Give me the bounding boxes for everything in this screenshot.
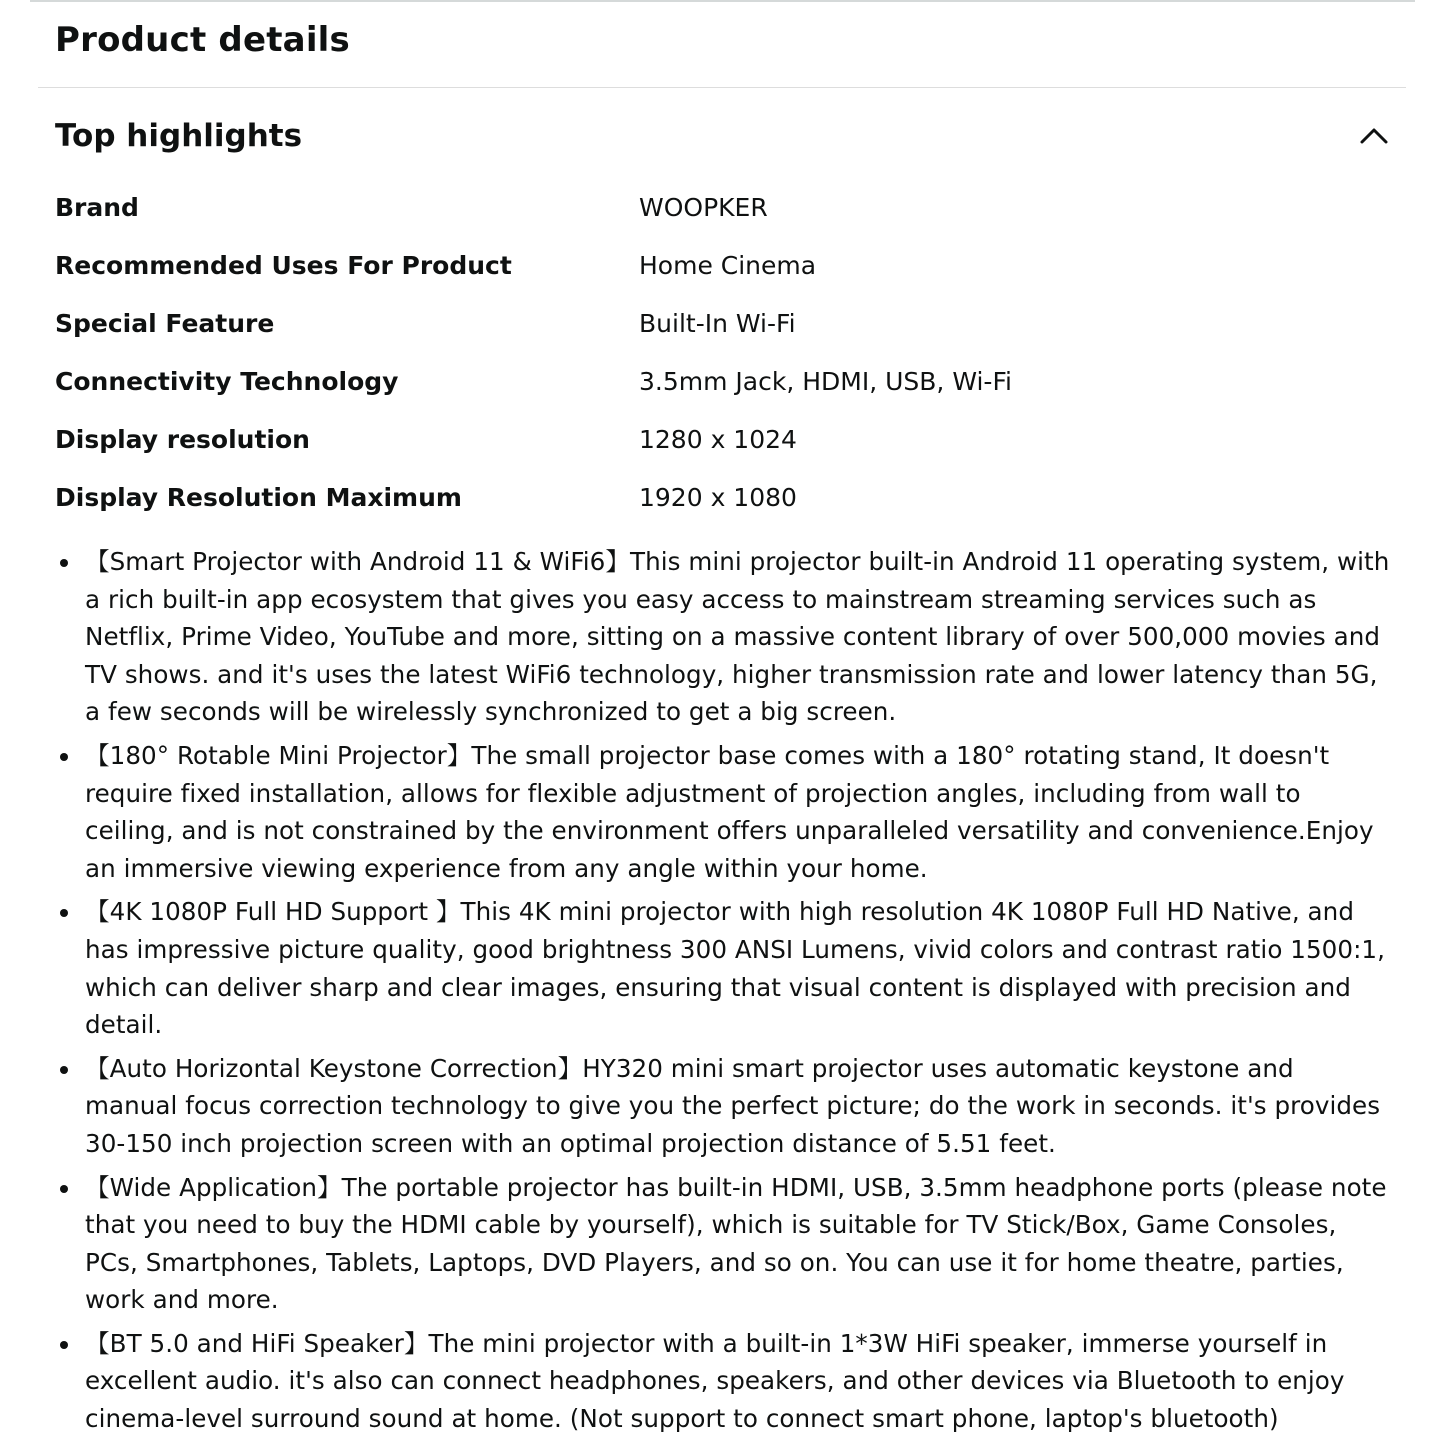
bullet-dot	[60, 559, 68, 567]
spec-value: 1920 x 1080	[639, 483, 797, 512]
spec-label: Connectivity Technology	[55, 367, 399, 396]
bullet-dot	[60, 753, 68, 761]
chevron-up-icon[interactable]	[1358, 124, 1390, 148]
feature-bullet	[85, 1169, 1390, 1319]
bullet-dot	[60, 909, 68, 917]
spec-value: 3.5mm Jack, HDMI, USB, Wi-Fi	[639, 367, 1012, 396]
section-divider	[38, 87, 1406, 88]
bullet-dot	[60, 1066, 68, 1074]
feature-bullet	[85, 737, 1390, 887]
top-highlights-toggle[interactable]	[55, 118, 1400, 164]
spec-row	[55, 246, 1395, 304]
bullet-dot	[60, 1341, 68, 1349]
spec-label: Display Resolution Maximum	[55, 483, 462, 512]
spec-value: WOOPKER	[639, 193, 768, 222]
feature-bullet-list	[85, 543, 1390, 1444]
highlights-table	[55, 188, 1395, 536]
spec-label: Brand	[55, 193, 139, 222]
spec-row	[55, 420, 1395, 478]
top-rule	[30, 0, 1415, 2]
spec-value: Home Cinema	[639, 251, 817, 280]
feature-bullet	[85, 543, 1390, 731]
feature-bullet-text: 【Auto Horizontal Keystone Correction】HY320 mini smart projector uses automatic keystone and manual focus correction technology to give you the perfect picture; do the work in seconds. it's provides 30-150 inch projection screen with an optimal projection distance of 5.51 feet.	[85, 1053, 1381, 1158]
spec-label: Display resolution	[55, 425, 310, 454]
spec-label: Special Feature	[55, 309, 275, 338]
feature-bullet	[85, 1050, 1390, 1163]
spec-value: Built-In Wi-Fi	[639, 309, 796, 338]
feature-bullet	[85, 1325, 1390, 1438]
spec-row	[55, 362, 1395, 420]
feature-bullet-text: 【Smart Projector with Android 11 & WiFi6】This mini projector built-in Android 11 operating system, with a rich built-in app ecosystem that gives you easy access to mainstream streaming services such as Netflix, Prime Video, YouTube and more, sitting on a massive content library of over 500,000 movies and TV shows. and it's uses the latest WiFi6 technology, higher transmission rate and lower latency than 5G, a few seconds will be wirelessly synchronized to get a big screen.	[85, 547, 1390, 727]
feature-bullet-text: 【180° Rotable Mini Projector】The small projector base comes with a 180° rotating stand, It doesn't require fixed installation, allows for flexible adjustment of projection angles, including from wall to ceiling, and is not constrained by the environment offers unparalleled versatility and convenience.Enjoy an immersive viewing experience from any angle within your home.	[85, 740, 1374, 883]
section-title: Product details	[55, 20, 350, 60]
feature-bullet	[85, 893, 1390, 1043]
spec-row	[55, 304, 1395, 362]
spec-value: 1280 x 1024	[639, 425, 797, 454]
spec-label: Recommended Uses For Product	[55, 251, 512, 280]
top-highlights-title: Top highlights	[55, 118, 303, 154]
spec-row	[55, 478, 1395, 536]
feature-bullet-text: 【BT 5.0 and HiFi Speaker】The mini projector with a built-in 1*3W HiFi speaker, immerse yourself in excellent audio. it's also can connect headphones, speakers, and other devices via Bluetooth to enjoy cinema-level surround sound at home. (Not support to connect smart phone, laptop's bluetooth)	[85, 1328, 1345, 1434]
spec-row	[55, 188, 1395, 246]
bullet-dot	[60, 1185, 68, 1193]
feature-bullet-text: 【Wide Application】The portable projector has built-in HDMI, USB, 3.5mm headphone ports (please note that you need to buy the HDMI cable by yourself), which is suitable for TV Stick/Box, Game Consoles, PCs, Smartphones, Tablets, Laptops, DVD Players, and so on. You can use it for home theatre, parties, work and more.	[85, 1172, 1387, 1315]
feature-bullet-text: 【4K 1080P Full HD Support 】This 4K mini projector with high resolution 4K 1080P Full HD Native, and has impressive picture quality, good brightness 300 ANSI Lumens, vivid colors and contrast ratio 1500:1, which can deliver sharp and clear images, ensuring that visual content is displayed with precision and detail.	[85, 897, 1385, 1040]
